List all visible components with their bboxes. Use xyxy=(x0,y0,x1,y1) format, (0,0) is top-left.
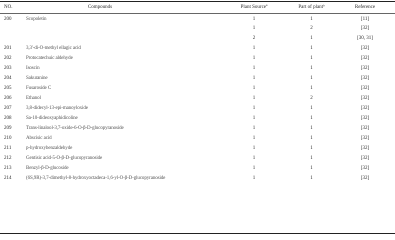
table-row xyxy=(0,13,395,23)
cell-part-of-plant: 1 xyxy=(310,155,313,161)
header-reference: Reference xyxy=(354,5,376,10)
cell-compound: 3,8-didecyl-13-epi-manoyloxide xyxy=(26,105,88,111)
cell-plant-source: 1 xyxy=(252,165,256,171)
cell-no: 201 xyxy=(4,45,12,51)
table-row xyxy=(0,163,395,173)
cell-compound: Gentisic acid-5-O-β-D-glucopyranoside xyxy=(26,155,103,161)
cell-plant-source: 1 xyxy=(252,16,256,22)
cell-compound: Isoscin xyxy=(26,65,40,71)
cell-compound: Scopoletin xyxy=(26,16,47,22)
cell-part-of-plant: 1 xyxy=(310,85,313,91)
cell-reference: [30, 31] xyxy=(357,35,373,41)
cell-plant-source: 1 xyxy=(252,75,256,81)
cell-part-of-plant: 1 xyxy=(310,175,313,181)
cell-no: 210 xyxy=(4,135,12,141)
cell-part-of-plant: 1 xyxy=(310,105,313,111)
cell-no: 211 xyxy=(4,145,12,151)
cell-no: 212 xyxy=(4,155,12,161)
cell-no: 204 xyxy=(4,75,12,81)
cell-no: 200 xyxy=(4,16,12,22)
header-part-of-plant: Part of plantᵇ xyxy=(298,5,325,10)
table-row xyxy=(0,173,395,183)
cell-part-of-plant: 1 xyxy=(310,35,313,41)
cell-no xyxy=(0,33,20,43)
cell-reference: [32] xyxy=(360,125,370,131)
cell-reference: [32] xyxy=(360,45,370,51)
cell-plant-source: 1 xyxy=(252,55,256,61)
cell-compound: Abscisic acid xyxy=(26,135,52,141)
cell-compound: 3,3'-di-O-methyl ellagic acid xyxy=(26,45,81,51)
cell-no: 208 xyxy=(4,115,12,121)
cell-no: 214 xyxy=(4,175,12,181)
header-no: NO. xyxy=(4,5,13,10)
table-row xyxy=(0,23,395,33)
table-row xyxy=(0,33,395,43)
cell-plant-source: 1 xyxy=(252,175,256,181)
cell-plant-source: 1 xyxy=(252,85,256,91)
cell-part-of-plant: 1 xyxy=(310,135,313,141)
table-row xyxy=(0,83,395,93)
cell-reference: [32] xyxy=(360,115,370,121)
cell-reference: [32] xyxy=(360,165,370,171)
cell-part-of-plant: 1 xyxy=(310,65,313,71)
cell-part-of-plant: 1 xyxy=(310,75,313,81)
cell-plant-source: 1 xyxy=(252,65,256,71)
cell-compound xyxy=(20,23,220,33)
cell-compound: Sakuranine xyxy=(26,75,48,81)
cell-plant-source: 1 xyxy=(252,25,256,31)
cell-compound: Trans-linalool-3,7-oxide-6-O-β-D-glucopyranoside xyxy=(26,125,124,131)
cell-part-of-plant: 2 xyxy=(310,25,313,31)
cell-part-of-plant: 1 xyxy=(310,145,313,151)
cell-reference: [32] xyxy=(360,175,370,181)
cell-plant-source: 1 xyxy=(252,105,256,111)
table-row xyxy=(0,43,395,53)
table-row xyxy=(0,103,395,113)
cell-part-of-plant: 2 xyxy=(310,95,313,101)
cell-no: 202 xyxy=(4,55,12,61)
table-row xyxy=(0,63,395,73)
cell-plant-source: 1 xyxy=(252,155,256,161)
table-header-row xyxy=(0,2,395,13)
cell-reference: [11] xyxy=(360,16,370,22)
compounds-table xyxy=(0,2,395,183)
cell-part-of-plant: 1 xyxy=(310,16,313,22)
cell-reference: [32] xyxy=(360,55,370,61)
cell-reference: [32] xyxy=(360,25,370,31)
cell-part-of-plant: 1 xyxy=(310,125,313,131)
cell-reference: [32] xyxy=(360,105,370,111)
cell-no xyxy=(0,23,20,33)
cell-no: 203 xyxy=(4,65,12,71)
table-row xyxy=(0,113,395,123)
table-row xyxy=(0,123,395,133)
cell-plant-source: 1 xyxy=(252,115,256,121)
cell-no: 213 xyxy=(4,165,12,171)
cell-compound: p-hydroxybenzaldehyde xyxy=(26,145,73,151)
table-row xyxy=(0,53,395,63)
table-row xyxy=(0,73,395,83)
cell-no: 207 xyxy=(4,105,12,111)
cell-part-of-plant: 1 xyxy=(310,115,313,121)
cell-reference: [32] xyxy=(360,65,370,71)
cell-plant-source: 2 xyxy=(252,35,256,41)
cell-reference: [32] xyxy=(360,75,370,81)
table-row xyxy=(0,93,395,103)
cell-compound: Fusaroside C xyxy=(26,85,52,91)
cell-plant-source: 1 xyxy=(252,45,256,51)
cell-no: 206 xyxy=(4,95,12,101)
cell-reference: [32] xyxy=(360,155,370,161)
cell-compound: Protocatechuic aldehyde xyxy=(26,55,73,61)
header-plant-source: Plant Sourceª xyxy=(240,5,268,10)
cell-reference: [32] xyxy=(360,95,370,101)
cell-compound: Benzyl-β-D-glucoside xyxy=(26,165,69,171)
cell-compound: (6S,9R)-3,7-dimethyl-8-hydroxyoctadeca-1,6-yl-O-β-D-glucopyranoside xyxy=(26,175,166,181)
header-compounds: Compounds xyxy=(87,5,113,10)
cell-reference: [32] xyxy=(360,85,370,91)
cell-part-of-plant: 1 xyxy=(310,55,313,61)
cell-compound xyxy=(20,33,220,43)
cell-reference: [32] xyxy=(360,145,370,151)
cell-no: 209 xyxy=(4,125,12,131)
cell-plant-source: 1 xyxy=(252,145,256,151)
cell-part-of-plant: 1 xyxy=(310,165,313,171)
cell-part-of-plant: 1 xyxy=(310,45,313,51)
table-row xyxy=(0,133,395,143)
cell-no: 205 xyxy=(4,85,12,91)
cell-plant-source: 1 xyxy=(252,135,256,141)
cell-plant-source: 1 xyxy=(252,95,256,101)
cell-plant-source: 1 xyxy=(252,125,256,131)
bottom-rule xyxy=(0,233,395,234)
cell-reference: [32] xyxy=(360,135,370,141)
cell-compound: Ethanol xyxy=(26,95,41,101)
table-row xyxy=(0,153,395,163)
table-row xyxy=(0,143,395,153)
cell-compound: Sa-10-dideoxyaphidicoline xyxy=(26,115,78,121)
